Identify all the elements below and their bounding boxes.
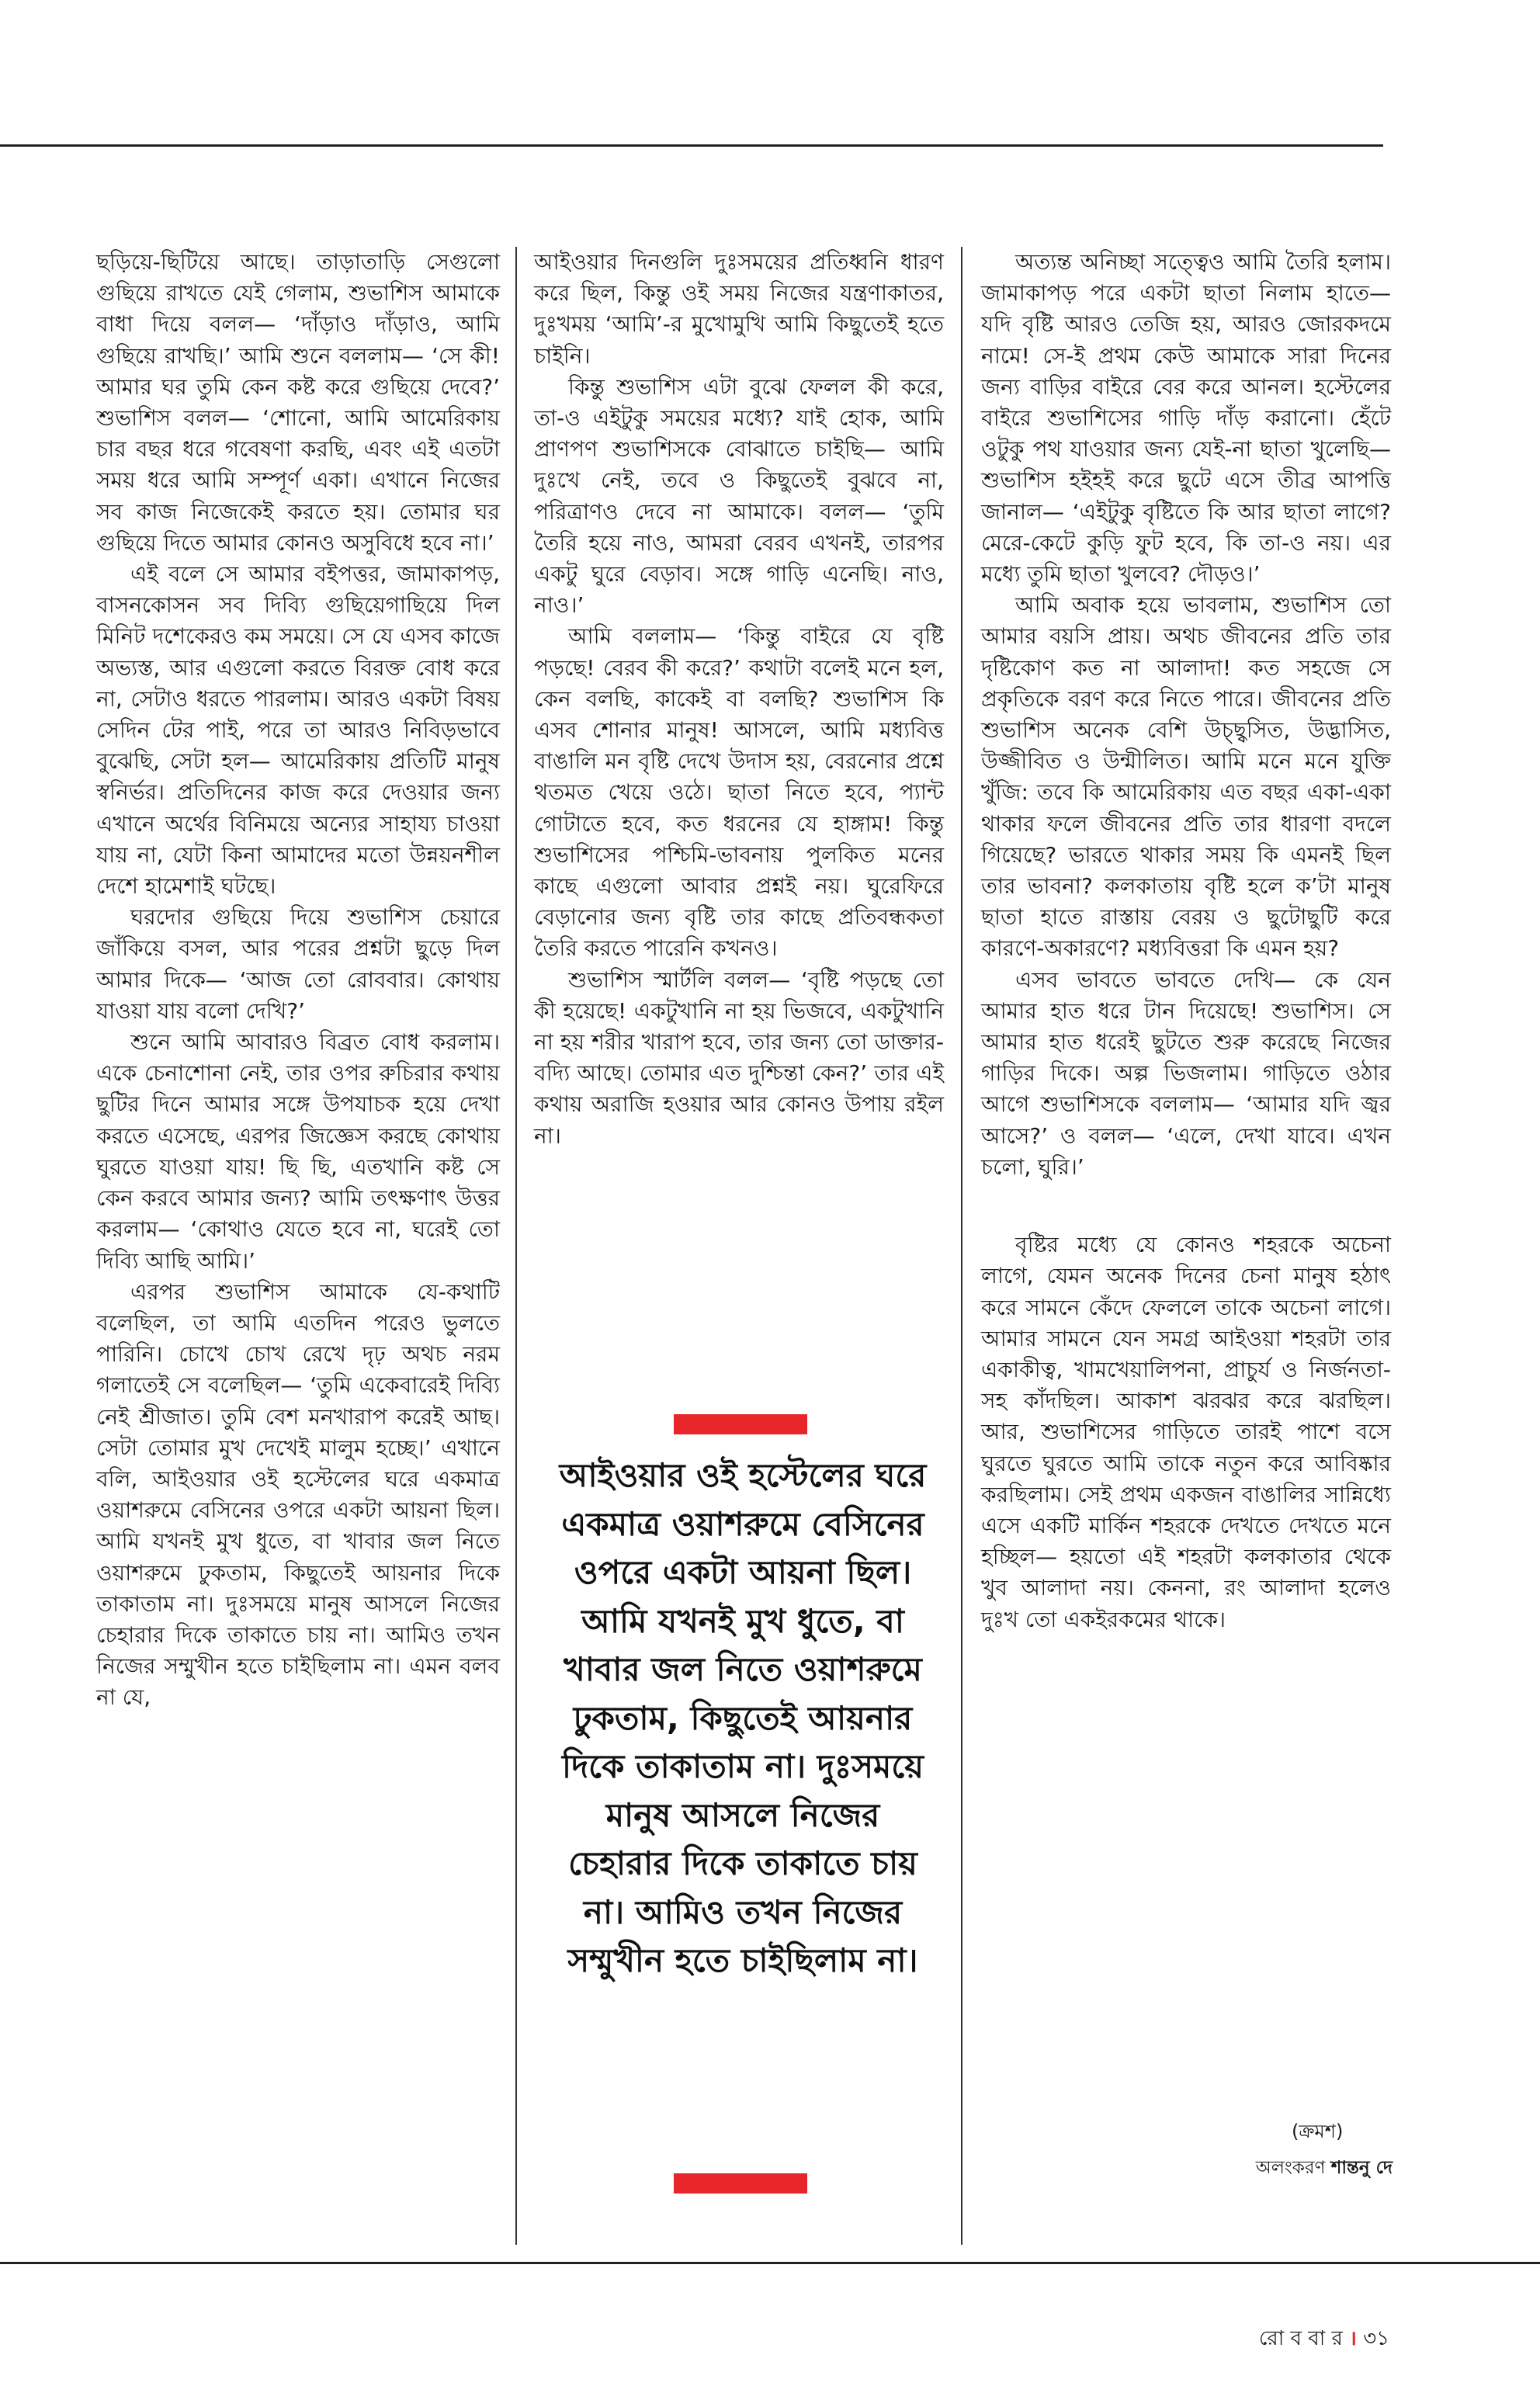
pull-quote — [557, 1389, 928, 2203]
paragraph: এই বলে সে আমার বইপত্তর, জামাকাপড়, বাসনকোসন সব দিব্যি গুছিয়েগাছিয়ে দিল মিনিট দশেকেরও কম সময়ে। সে যে এসব কাজে অভ্যস্ত, আর এগুলো করতে বিরক্ত বোধ করে না, সেটাও ধরতে পারলাম। আরও একটা বিষয় সেদিন টের পাই, পরে তা আরও নিবিড়ভাবে বুঝেছি, সেটা হল— আমেরিকায় প্রতিটি মানুষ স্বনির্ভর। প্রতিদিনের কাজ করে দেওয়ার জন্য এখানে অর্থের বিনিময়ে অন্যের সাহায্য চাওয়া যায় না, যেটা কিনা আমাদের মতো উন্নয়নশীল দেশে হামেশাই ঘটছে। — [96, 561, 500, 900]
paragraph: আইওয়ার দিনগুলি দুঃসময়ের প্রতিধ্বনি ধারণ করে ছিল, কিন্তু ওই সময় নিজের যন্ত্রণাকাতর, দুঃখময় ‘আমি’-র মুখোমুখি আমি কিছুতেই হতে চাইনি। — [534, 249, 944, 369]
column-divider-2 — [961, 247, 962, 2245]
paragraph: শুনে আমি আবারও বিব্রত বোধ করলাম। একে চেনাশোনা নেই, তার ওপর রুচিরার কথায় ছুটির দিনে আমার সঙ্গে উপযাচক হয়ে দেখা করতে এসেছে, এরপর জিজ্ঞেস করছে কোথায় ঘুরতে যাওয়া যায়! ছি ছি, এতখানি কষ্ট সে কেন করবে আমার জন্য? আমি তৎক্ষণাৎ উত্তর করলাম— ‘কোথাও যেতে হবে না, ঘরেই তো দিব্যি আছি আমি।’ — [96, 1029, 500, 1274]
series-note: (ক্রমশ) — [1292, 2121, 1344, 2142]
article-column-2 — [534, 247, 944, 1152]
pull-quote-top-bar — [674, 1414, 807, 1434]
illustrator-name: শান্তনু দে — [1330, 2158, 1393, 2178]
paragraph: শুভাশিস স্মার্টলি বলল— ‘বৃষ্টি পড়ছে তো কী হয়েছে! একটুখানি না হয় ভিজবে, একটুখানি না হয় শরীর খারাপ হবে, তার জন্য তো ডাক্তার-বদ্যি আছে। তোমার এত দুশ্চিন্তা কেন?’ তার এই কথায় অরাজি হওয়ার আর কোনও উপায় রইল না। — [534, 966, 944, 1149]
paragraph: কিন্তু শুভাশিস এটা বুঝে ফেলল কী করে, তা-ও এইটুকু সময়ের মধ্যে? যাই হোক, আমি প্রাণপণ শুভাশিসকে বোঝাতে চাইছি— আমি দুঃখে নেই, তবে ও কিছুতেই বুঝবে না, পরিত্রাণও দেবে না আমাকে। বলল— ‘তুমি তৈরি হয়ে নাও, আমরা বেরব এখনই, তারপর একটু ঘুরে বেড়াব। সঙ্গে গাড়ি এনেছি। নাও, নাও।’ — [534, 373, 944, 619]
column-divider-1 — [515, 247, 517, 2245]
folio-separator: । — [1349, 2327, 1357, 2350]
top-rule — [0, 144, 1383, 147]
paragraph: বৃষ্টির মধ্যে যে কোনও শহরকে অচেনা লাগে, যেমন অনেক দিনের চেনা মানুষ হঠাৎ করে সামনে কেঁদে ফেললে তাকে অচেনা লাগে। আমার সামনে যেন সমগ্র আইওয়া শহরটা তার একাকীত্ব, খামখেয়ালিপনা, প্রাচুর্য ও নির্জনতা-সহ কাঁদছিল। আকাশ ঝরঝর করে ঝরছিল। আর, শুভাশিসের গাড়িতে তারই পাশে বসে ঘুরতে ঘুরতে আমি তাকে নতুন করে আবিষ্কার করছিলাম। সেই প্রথম একজন বাঙালির সান্নিধ্যে এসে একটি মার্কিন শহরকে দেখতে দেখতে মনে হচ্ছিল— হয়তো এই শহরটা কলকাতার থেকে খুব আলাদা নয়। কেননা, রং আলাদা হলেও দুঃখ তো একইরকমের থাকে। — [981, 1232, 1391, 1632]
page-number: ৩১ — [1363, 2327, 1389, 2350]
paragraph: ছড়িয়ে-ছিটিয়ে আছে। তাড়াতাড়ি সেগুলো গুছিয়ে রাখতে যেই গেলাম, শুভাশিস আমাকে বাধা দিয়ে বলল— ‘দাঁড়াও দাঁড়াও, আমি গুছিয়ে রাখছি।’ আমি শুনে বললাম— ‘সে কী! আমার ঘর তুমি কেন কষ্ট করে গুছিয়ে দেবে?’ শুভাশিস বলল— ‘শোনো, আমি আমেরিকায় চার বছর ধরে গবেষণা করছি, এবং এই এতটা সময় ধরে আমি সম্পূর্ণ একা। এখানে নিজের সব কাজ নিজেকেই করতে হয়। তোমার ঘর গুছিয়ে দিতে আমার কোনও অসুবিধে হবে না।’ — [96, 249, 500, 556]
paragraph: এসব ভাবতে ভাবতে দেখি— কে যেন আমার হাত ধরে টান দিয়েছে! শুভাশিস। সে আমার হাত ধরেই ছুটতে শুরু করেছে নিজের গাড়ির দিকে। অল্প ভিজলাম। গাড়িতে ওঠার আগে শুভাশিসকে বললাম— ‘আমার যদি জ্বর আসে?’ ও বলল— ‘এলে, দেখা যাবে। এখন চলো, ঘুরি।’ — [981, 966, 1391, 1180]
illustration-credit — [1195, 2153, 1393, 2183]
page-folio — [1257, 2322, 1389, 2357]
illustration-label: অলংকরণ — [1255, 2158, 1326, 2178]
bottom-rule — [0, 2262, 1540, 2264]
article-column-1 — [96, 247, 500, 1714]
paragraph: অত্যন্ত অনিচ্ছা সত্ত্বেও আমি তৈরি হলাম। জামাকাপড় পরে একটা ছাতা নিলাম হাতে— যদি বৃষ্টি আরও তেজি হয়, আরও জোরকদমে নামে! সে-ই প্রথম কেউ আমাকে সারা দিনের জন্য বাড়ির বাইরে বের করে আনল। হস্টেলের বাইরে শুভাশিসের গাড়ি দাঁড় করানো। হেঁটে ওটুকু পথ যাওয়ার জন্য যেই-না ছাতা খুলেছি— শুভাশিস হইহই করে ছুটে এসে তীব্র আপত্তি জানাল— ‘এইটুকু বৃষ্টিতে কি আর ছাতা লাগে? মেরে-কেটে কুড়ি ফুট হবে, কি তা-ও নয়। এর মধ্যে তুমি ছাতা খুলবে? দৌড়ও।’ — [981, 249, 1391, 588]
pull-quote-bottom-bar — [674, 2173, 807, 2194]
paragraph: ঘরদোর গুছিয়ে দিয়ে শুভাশিস চেয়ারে জাঁকিয়ে বসল, আর পরের প্রশ্নটা ছুড়ে দিল আমার দিকে— ‘আজ তো রোববার। কোথায় যাওয়া যায় বলো দেখি?’ — [96, 904, 500, 1024]
paragraph: এরপর শুভাশিস আমাকে যে-কথাটি বলেছিল, তা আমি এতদিন পরেও ভুলতে পারিনি। চোখে চোখ রেখে দৃঢ় অথচ নরম গলাতেই সে বলেছিল— ‘তুমি একেবারেই দিব্যি নেই শ্রীজাত। তুমি বেশ মনখারাপ করেই আছ। সেটা তোমার মুখ দেখেই মালুম হচ্ছে।’ এখানে বলি, আইওয়ার ওই হস্টেলের ঘরে একমাত্র ওয়াশরুমে বেসিনের ওপরে একটা আয়না ছিল। আমি যখনই মুখ ধুতে, বা খাবার জল নিতে ওয়াশরুমে ঢুকতাম, কিছুতেই আয়নার দিকে তাকাতাম না। দুঃসময়ে মানুষ আসলে নিজের চেহারার দিকে তাকাতে চায় না। আমিও তখন নিজের সম্মুখীন হতে চাইছিলাম না। এমন বলব না যে, — [96, 1278, 500, 1711]
magazine-name: রো ব বা র — [1258, 2327, 1343, 2350]
pull-quote-text: আইওয়ার ওই হস্টেলের ঘরে একমাত্র ওয়াশরুমে বেসিনের ওপরে একটা আয়না ছিল। আমি যখনই মুখ ধুতে, বা খাবার জল নিতে ওয়াশরুমে ঢুকতাম, কিছুতেই আয়নার দিকে তাকাতাম না। দুঃসময়ে মানুষ আসলে নিজের চেহারার দিকে তাকাতে চায় না। আমিও তখন নিজের সম্মুখীন হতে চাইছিলাম না। — [559, 1456, 927, 1979]
article-column-3 — [981, 247, 1391, 1635]
paragraph: আমি অবাক হয়ে ভাবলাম, শুভাশিস তো আমার বয়সি প্রায়। অথচ জীবনের প্রতি তার দৃষ্টিকোণ কত না আলাদা! কত সহজে সে প্রকৃতিকে বরণ করে নিতে পারে। জীবনের প্রতি শুভাশিস অনেক বেশি উচ্ছ্বসিত, উদ্ভাসিত, উজ্জীবিত ও উন্মীলিত। আমি মনে মনে যুক্তি খুঁজি: তবে কি আমেরিকায় এত বছর একা-একা থাকার ফলে জীবনের প্রতি তার ধারণা বদলে গিয়েছে? ভারতে থাকার সময় কি এমনই ছিল তার ভাবনা? কলকাতায় বৃষ্টি হলে ক’টা মানুষ ছাতা হাতে রাস্তায় বেরয় ও ছুটোছুটি করে কারণে-অকারণে? মধ্যবিত্তরা কি এমন হয়? — [981, 592, 1391, 962]
paragraph: আমি বললাম— ‘কিন্তু বাইরে যে বৃষ্টি পড়ছে! বেরব কী করে?’ কথাটা বলেই মনে হল, কেন বলছি, কাকেই বা বলছি? শুভাশিস কি এসব শোনার মানুষ! আসলে, আমি মধ্যবিত্ত বাঙালি মন বৃষ্টি দেখে উদাস হয়, বেরনোর প্রশ্নে থতমত খেয়ে ওঠে। ছাতা নিতে হবে, প্যান্ট গোটাতে হবে, কত ধরনের যে হাঙ্গাম! কিন্তু শুভাশিসের পশ্চিমি-ভাবনায় পুলকিত মনের কাছে এগুলো আবার প্রশ্নই নয়। ঘুরেফিরে বেড়ানোর জন্য বৃষ্টি তার কাছে প্রতিবন্ধকতা তৈরি করতে পারেনি কখনও। — [534, 623, 944, 962]
